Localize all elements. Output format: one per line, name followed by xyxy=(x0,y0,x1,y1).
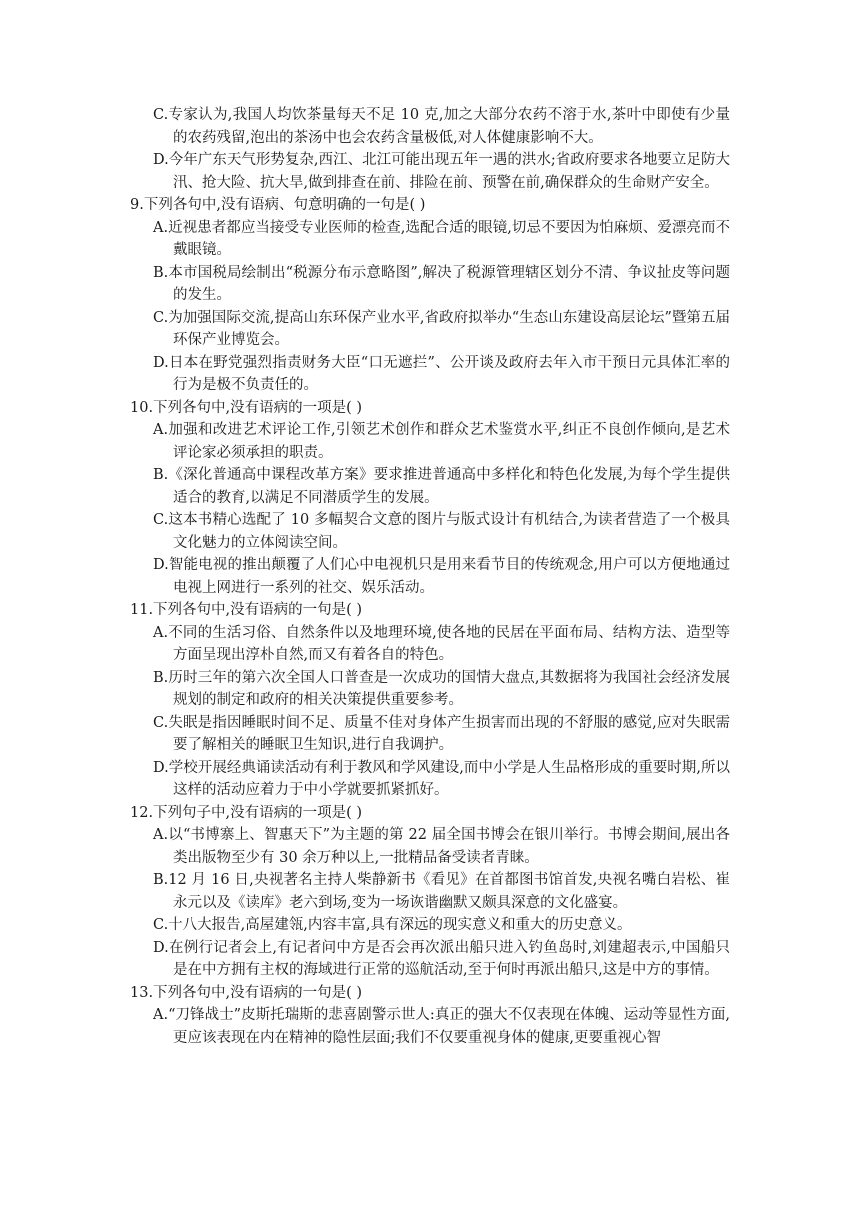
question-13-stem: 13.下列各句中,没有语病的一句是( ) xyxy=(130,984,363,1001)
option-12-a: A.以“书博寨上、智惠天下”为主题的第 22 届全国书博会在银川举行。书博会期间,展出各类出版物至少有 30 余万种以上,一批精品备受读者青睐。 xyxy=(153,827,730,866)
option-10-a: A.加强和改进艺术评论工作,引领艺术创作和群众艺术鉴赏水平,纠正不良创作倾向,是艺术评论家必须承担的职责。 xyxy=(153,422,730,461)
option-11-a: A.不同的生活习俗、自然条件以及地理环境,使各地的民居在平面布局、结构方法、造型等方面呈现出淳朴自然,而又有着各自的特色。 xyxy=(153,624,730,663)
option-11-b: B.历时三年的第六次全国人口普查是一次成功的国情大盘点,其数据将为我国社会经济发展规划的制定和政府的相关决策提供重要参考。 xyxy=(153,669,730,708)
question-11-stem: 11.下列各句中,没有语病的一句是( ) xyxy=(130,602,363,618)
question-list xyxy=(130,104,730,1049)
option-10-d: D.智能电视的推出颠覆了人们心中电视机只是用来看节目的传统观念,用户可以方便地通过电视上网进行一系列的社交、娱乐活动。 xyxy=(153,557,730,596)
option-11-c: C.失眠是指因睡眠时间不足、质量不佳对身体产生损害而出现的不舒服的感觉,应对失眠需要了解相关的睡眠卫生知识,进行自我调护。 xyxy=(153,714,730,753)
option-12-c: C.十八大报告,高屋建瓴,内容丰富,具有深远的现实意义和重大的历史意义。 xyxy=(153,917,632,933)
option-8-c: C.专家认为,我国人均饮茶量每天不足 10 克,加之大部分农药不溶于水,茶叶中即使有少量的农药残留,泡出的茶汤中也会农药含量极低,对人体健康影响不大。 xyxy=(153,107,730,146)
option-9-d: D.日本在野党强烈指责财务大臣“口无遮拦”、公开谈及政府去年入市干预日元具体汇率的行为是极不负责任的。 xyxy=(153,354,730,393)
option-9-b: B.本市国税局绘制出“税源分布示意略图”,解决了税源管理辖区划分不清、争议扯皮等问题的发生。 xyxy=(153,264,730,303)
question-9 xyxy=(130,194,730,397)
question-10-stem: 10.下列各句中,没有语病的一项是( ) xyxy=(130,399,363,416)
question-13 xyxy=(130,982,730,1050)
question-12 xyxy=(130,802,730,982)
question-9-stem: 9.下列各句中,没有语病、句意明确的一句是( ) xyxy=(130,197,426,213)
option-12-d: D.在例行记者会上,有记者问中方是否会再次派出船只进入钓鱼岛时,刘建超表示,中国船只是在中方拥有主权的海域进行正常的巡航活动,至于何时再派出船只,这是中方的事情。 xyxy=(153,939,730,978)
question-10 xyxy=(130,397,730,600)
option-10-b: B.《深化普通高中课程改革方案》要求推进普通高中多样化和特色化发展,为每个学生提供适合的教育,以满足不同潜质学生的发展。 xyxy=(153,467,730,506)
question-11 xyxy=(130,599,730,802)
question-12-stem: 12.下列句子中,没有语病的一项是( ) xyxy=(130,804,363,821)
option-8-d: D.今年广东天气形势复杂,西江、北江可能出现五年一遇的洪水;省政府要求各地要立足防大汛、抢大险、抗大旱,做到排查在前、排险在前、预警在前,确保群众的生命财产安全。 xyxy=(153,152,730,191)
question-8-continued xyxy=(130,104,730,194)
option-12-b: B.12 月 16 日,央视著名主持人柴静新书《看见》在首都图书馆首发,央视名嘴白岩松、崔永元以及《读库》老六到场,变为一场诙谐幽默又颇具深意的文化盛宴。 xyxy=(153,872,730,911)
option-13-a: A.“刀锋战士”皮斯托瑞斯的悲喜剧警示世人:真正的强大不仅表现在体魄、运动等显性方面,更应该表现在内在精神的隐性层面;我们不仅要重视身体的健康,更要重视心智 xyxy=(153,1007,730,1046)
option-9-c: C.为加强国际交流,提高山东环保产业水平,省政府拟举办“生态山东建设高层论坛”暨第五届环保产业博览会。 xyxy=(153,309,730,348)
option-10-c: C.这本书精心选配了 10 多幅契合文意的图片与版式设计有机结合,为读者营造了一个极具文化魅力的立体阅读空间。 xyxy=(153,512,730,551)
option-9-a: A.近视患者都应当接受专业医师的检查,选配合适的眼镜,切忌不要因为怕麻烦、爱漂亮而不戴眼镜。 xyxy=(153,219,730,258)
option-11-d: D.学校开展经典诵读活动有利于教风和学风建设,而中小学是人生品格形成的重要时期,所以这样的活动应着力于中小学就要抓紧抓好。 xyxy=(153,759,730,798)
